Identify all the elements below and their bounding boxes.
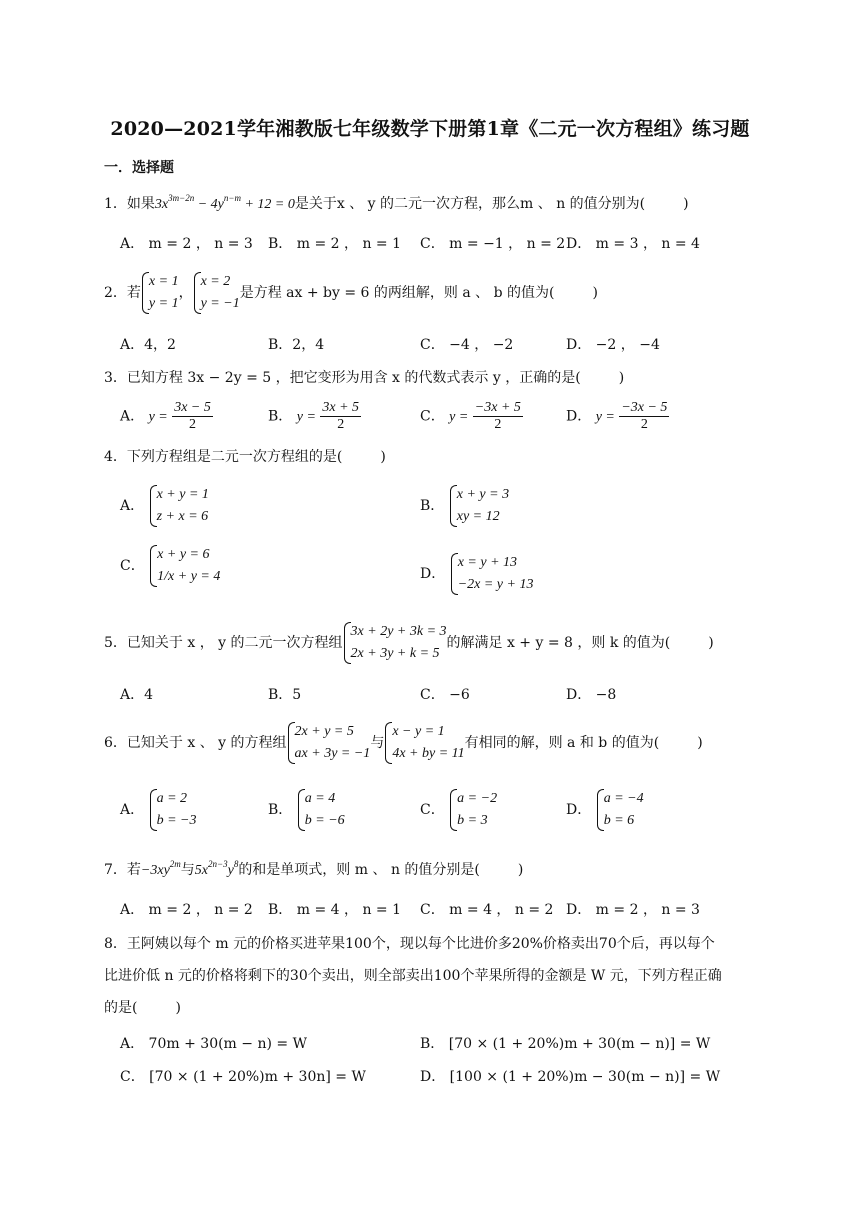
q1-option-d[interactable]: D． m = 3 ， n = 4 bbox=[566, 236, 700, 252]
separator: ， bbox=[178, 285, 193, 301]
question-number: 4． bbox=[104, 449, 127, 465]
q1-option-c[interactable]: C． m = −1 ， n = 2 bbox=[420, 236, 566, 252]
question-1 bbox=[104, 194, 689, 215]
answer-paren: ) bbox=[708, 635, 714, 651]
q3-option-a[interactable]: A． y = $\frac{3x - 5}{2}$ bbox=[120, 400, 211, 432]
q4-option-b[interactable]: B． x + y = 3 xy = 12 bbox=[420, 484, 509, 528]
question-number: 6． bbox=[104, 735, 127, 751]
equation-system: x = 2 y = −1 bbox=[193, 271, 240, 315]
page-title: 2020—2021学年湘教版七年级数学下册第1章《二元一次方程组》练习题 bbox=[110, 118, 750, 140]
q7-option-c[interactable]: C． m = 4 ， n = 2 bbox=[420, 902, 554, 918]
question-text: 下列方程组是二元一次方程组的是( bbox=[126, 449, 343, 465]
equation: $3x^{3m-2n} - 4y^{n-m} + 12 = 0$ bbox=[154, 193, 295, 212]
question-text: 已知关于 x ， y 的二元一次方程组 bbox=[126, 635, 343, 651]
answer-paren: ) bbox=[697, 735, 703, 751]
question-text: 的和是单项式，则 m 、 n 的值分别是( bbox=[238, 862, 480, 878]
q4-option-a[interactable]: A． x + y = 1 z + x = 6 bbox=[120, 484, 209, 528]
q6-option-d[interactable]: D． a = −4 b = 6 bbox=[566, 788, 644, 832]
q6-option-b[interactable]: B． a = 4 b = −6 bbox=[268, 788, 345, 832]
answer-paren: ) bbox=[175, 1000, 181, 1016]
question-4 bbox=[104, 447, 386, 467]
q4-option-d[interactable]: D． x = y + 13 −2x = y + 13 bbox=[420, 552, 533, 596]
answer-paren: ) bbox=[517, 862, 524, 878]
q2-option-d[interactable]: D． −2 ， −4 bbox=[566, 337, 660, 353]
q1-option-b[interactable]: B． m = 2 ， n = 1 bbox=[268, 236, 402, 252]
q2-option-b[interactable]: B．2，4 bbox=[268, 337, 325, 353]
q7-option-d[interactable]: D． m = 2 ， n = 3 bbox=[566, 902, 700, 918]
q6-option-a[interactable]: A． a = 2 b = −3 bbox=[120, 788, 196, 832]
question-number: 7． bbox=[104, 862, 127, 878]
question-8-line-3 bbox=[104, 998, 181, 1018]
q6-option-c[interactable]: C． a = −2 b = 3 bbox=[420, 788, 497, 832]
question-8-line-1 bbox=[104, 934, 715, 954]
q3-option-b[interactable]: B． y = $\frac{3x + 5}{2}$ bbox=[268, 400, 360, 432]
monomial: $-3xy^{2m}$ bbox=[140, 859, 181, 878]
question-number: 5． bbox=[104, 635, 127, 651]
monomial: $5x^{2n-3}y^8$ bbox=[194, 859, 239, 878]
equation-system: 3x + 2y + 3k = 3 2x + 3y + k = 5 bbox=[343, 621, 447, 665]
question-text: 的是( bbox=[104, 1000, 138, 1016]
question-2 bbox=[104, 271, 598, 315]
q5-option-c[interactable]: C． −6 bbox=[420, 687, 470, 703]
section-heading: 一．选择题 bbox=[104, 160, 174, 176]
equation-system: x − y = 1 4x + by = 11 bbox=[384, 721, 464, 765]
question-text: 的解满足 x + y = 8 ，则 k 的值为( bbox=[446, 635, 671, 651]
question-text: 有相同的解，则 a 和 b 的值为( bbox=[464, 735, 660, 751]
answer-paren: ) bbox=[618, 370, 625, 386]
q8-option-c[interactable]: C． [70 × (1 + 20%)m + 30n] = W bbox=[120, 1069, 366, 1085]
q2-option-c[interactable]: C． −4 ， −2 bbox=[420, 337, 514, 353]
q5-option-d[interactable]: D． −8 bbox=[566, 687, 617, 703]
question-number: 8． bbox=[104, 936, 127, 952]
question-text: 如果 bbox=[126, 196, 155, 212]
question-8-line-2: 比进价低 n 元的价格将剩下的30个卖出，则全部卖出100个苹果所得的金额是 W 元，下列方程正确 bbox=[104, 968, 722, 984]
q5-option-b[interactable]: B．5 bbox=[268, 687, 302, 703]
question-text: 是关于x 、 y 的二元一次方程，那么m 、 n 的值分别为( bbox=[294, 196, 646, 212]
equation-system: x = 1 y = 1 bbox=[141, 271, 179, 315]
equation-system: 2x + y = 5 ax + 3y = −1 bbox=[287, 721, 371, 765]
answer-paren: ) bbox=[380, 449, 386, 465]
q4-option-c[interactable]: C． x + y = 6 1/x + y = 4 bbox=[120, 544, 220, 588]
q1-option-a[interactable]: A． m = 2 ， n = 3 bbox=[120, 236, 253, 252]
q5-option-a[interactable]: A．4 bbox=[120, 687, 154, 703]
answer-paren: ) bbox=[592, 285, 598, 301]
question-3 bbox=[104, 368, 624, 388]
question-7 bbox=[104, 860, 523, 881]
q7-option-b[interactable]: B． m = 4 ， n = 1 bbox=[268, 902, 402, 918]
q3-option-d[interactable]: D． y = $\frac{-3x - 5}{2}$ bbox=[566, 400, 668, 432]
question-text: 与 bbox=[180, 862, 195, 878]
question-number: 3． bbox=[104, 370, 127, 386]
q3-option-c[interactable]: C． y = $\frac{-3x + 5}{2}$ bbox=[420, 400, 521, 432]
question-number: 2． bbox=[104, 285, 127, 301]
q7-option-a[interactable]: A． m = 2 ， n = 2 bbox=[120, 902, 253, 918]
question-text: 与 bbox=[370, 735, 385, 751]
question-number: 1． bbox=[104, 196, 127, 212]
question-text: 王阿姨以每个 m 元的价格买进苹果100个，现以每个比进价多20%价格卖出70个后，再以每个 bbox=[126, 936, 715, 952]
question-text: 若 bbox=[126, 862, 141, 878]
question-5 bbox=[104, 621, 714, 665]
q8-option-a[interactable]: A． 70m + 30(m − n) = W bbox=[120, 1036, 307, 1052]
question-text: 已知方程 3x − 2y = 5 ，把它变形为用含 x 的代数式表示 y ，正确的是( bbox=[126, 370, 581, 386]
q2-option-a[interactable]: A．4，2 bbox=[120, 337, 176, 353]
question-6 bbox=[104, 721, 703, 765]
q8-option-d[interactable]: D． [100 × (1 + 20%)m − 30(m − n)] = W bbox=[420, 1069, 721, 1085]
question-text: 若 bbox=[126, 285, 141, 301]
question-text: 已知关于 x 、 y 的方程组 bbox=[126, 735, 287, 751]
question-text: 是方程 ax + by = 6 的两组解，则 a 、 b 的值为( bbox=[239, 285, 555, 301]
answer-paren: ) bbox=[683, 196, 689, 212]
q8-option-b[interactable]: B． [70 × (1 + 20%)m + 30(m − n)] = W bbox=[420, 1036, 711, 1052]
